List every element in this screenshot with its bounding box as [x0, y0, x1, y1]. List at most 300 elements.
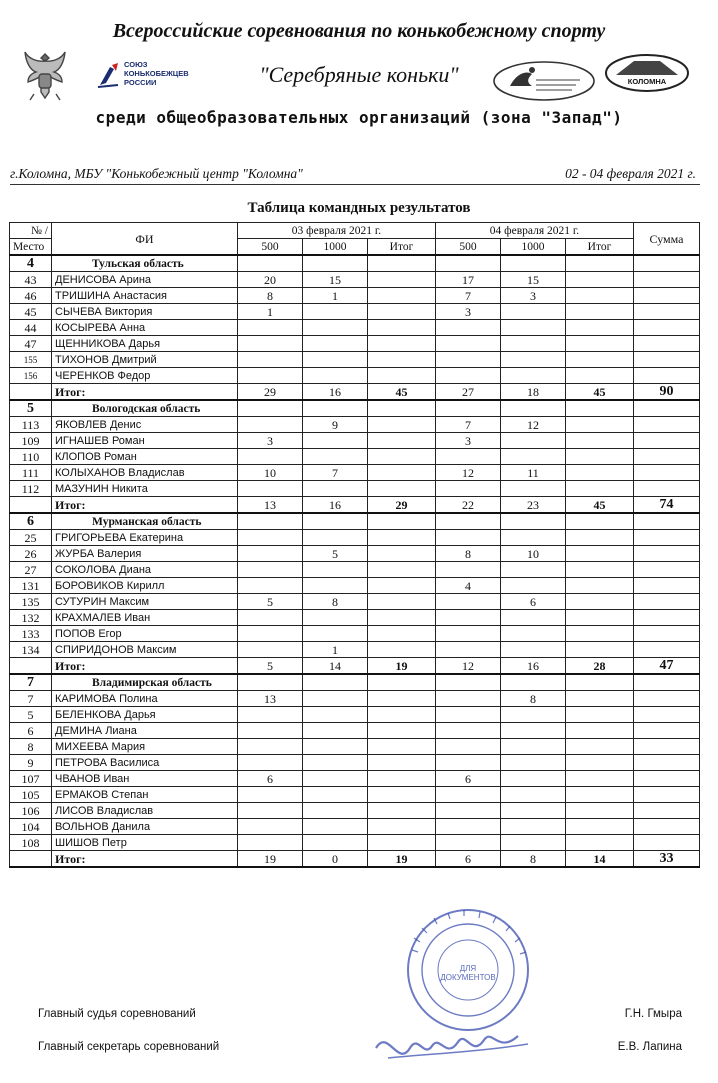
sum-cell	[634, 642, 700, 658]
d1-1000-points	[303, 352, 368, 368]
d1-1000-points: 9	[303, 417, 368, 433]
table-header-row-1	[10, 223, 700, 239]
athlete-name: КРАХМАЛЕВ Иван	[52, 610, 238, 626]
athlete-name: ЛИСОВ Владислав	[52, 803, 238, 819]
total-d2-itog: 14	[566, 851, 634, 868]
total-d2-1000: 16	[501, 658, 566, 675]
d1-total-points	[368, 739, 436, 755]
athlete-name: ДЕНИСОВА Арина	[52, 272, 238, 288]
d2-500-points: 3	[436, 304, 501, 320]
athlete-row	[10, 739, 700, 755]
empty-cell	[303, 513, 368, 530]
athlete-row	[10, 304, 700, 320]
d2-500-points	[436, 642, 501, 658]
region-place: 5	[10, 400, 52, 417]
d1-1000-points	[303, 578, 368, 594]
d2-1000-points: 10	[501, 546, 566, 562]
header-num: № /	[10, 223, 52, 239]
d1-500-points	[238, 723, 303, 739]
total-d1-1000: 16	[303, 384, 368, 401]
athlete-number: 8	[10, 739, 52, 755]
d2-1000-points	[501, 481, 566, 497]
total-d2-itog: 45	[566, 384, 634, 401]
athlete-row	[10, 691, 700, 707]
event-dates: 02 - 04 февраля 2021 г.	[565, 166, 696, 181]
sum-cell	[634, 288, 700, 304]
header-sum: Сумма	[634, 223, 700, 256]
d1-1000-points	[303, 610, 368, 626]
empty-cell	[10, 851, 52, 868]
athlete-number: 110	[10, 449, 52, 465]
d2-500-points	[436, 530, 501, 546]
total-sum: 47	[634, 658, 700, 675]
header-d2-1000: 1000	[501, 239, 566, 256]
sum-cell	[634, 803, 700, 819]
header-d1-itog: Итог	[368, 239, 436, 256]
d1-total-points	[368, 835, 436, 851]
sum-cell	[634, 272, 700, 288]
d1-1000-points	[303, 336, 368, 352]
header-day2: 04 февраля 2021 г.	[436, 223, 634, 239]
athlete-number: 27	[10, 562, 52, 578]
d2-total-points	[566, 787, 634, 803]
chief-secretary-name: Е.В. Лапина	[617, 1041, 682, 1053]
athlete-number: 46	[10, 288, 52, 304]
header-d2-500: 500	[436, 239, 501, 256]
d2-500-points	[436, 707, 501, 723]
empty-cell	[436, 400, 501, 417]
d2-total-points	[566, 546, 634, 562]
total-d1-itog: 19	[368, 658, 436, 675]
region-name: Вологодская область	[52, 400, 238, 417]
total-d1-itog: 45	[368, 384, 436, 401]
d1-1000-points: 5	[303, 546, 368, 562]
total-d1-500: 5	[238, 658, 303, 675]
d2-500-points	[436, 723, 501, 739]
total-label: Итог:	[52, 384, 238, 401]
d1-500-points	[238, 368, 303, 384]
sport-center-logo	[492, 60, 596, 102]
d1-total-points	[368, 755, 436, 771]
athlete-name: СУТУРИН Максим	[52, 594, 238, 610]
d2-500-points	[436, 819, 501, 835]
total-d1-itog: 29	[368, 497, 436, 514]
region-name: Мурманская область	[52, 513, 238, 530]
d2-total-points	[566, 707, 634, 723]
sum-cell	[634, 320, 700, 336]
kolomna-center-logo	[604, 53, 690, 93]
stamp-inner-text: ДЛЯ ДОКУМЕНТОВ	[440, 964, 496, 982]
d1-1000-points	[303, 626, 368, 642]
athlete-name: ЧЕРЕНКОВ Федор	[52, 368, 238, 384]
athlete-name: ПЕТРОВА Василиса	[52, 755, 238, 771]
athlete-row	[10, 288, 700, 304]
athlete-number: 47	[10, 336, 52, 352]
d1-1000-points	[303, 835, 368, 851]
header-name: ФИ	[52, 223, 238, 256]
d1-1000-points: 15	[303, 272, 368, 288]
empty-cell	[238, 400, 303, 417]
d2-1000-points	[501, 723, 566, 739]
d1-total-points	[368, 642, 436, 658]
athlete-number: 113	[10, 417, 52, 433]
athlete-row	[10, 819, 700, 835]
athlete-row	[10, 626, 700, 642]
d2-1000-points	[501, 304, 566, 320]
sum-cell	[634, 417, 700, 433]
athlete-name: СОКОЛОВА Диана	[52, 562, 238, 578]
athlete-name: СПИРИДОНОВ Максим	[52, 642, 238, 658]
d1-500-points	[238, 739, 303, 755]
sum-cell	[634, 304, 700, 320]
athlete-name: БОРОВИКОВ Кирилл	[52, 578, 238, 594]
athlete-name: ЩЕННИКОВА Дарья	[52, 336, 238, 352]
athlete-row	[10, 449, 700, 465]
athlete-name: ИГНАШЕВ Роман	[52, 433, 238, 449]
d2-total-points	[566, 336, 634, 352]
d2-500-points: 3	[436, 433, 501, 449]
sum-cell	[634, 610, 700, 626]
empty-cell	[566, 255, 634, 272]
athlete-name: КЛОПОВ Роман	[52, 449, 238, 465]
d2-total-points	[566, 723, 634, 739]
d2-500-points	[436, 739, 501, 755]
empty-cell	[566, 400, 634, 417]
d2-500-points	[436, 320, 501, 336]
d2-1000-points	[501, 787, 566, 803]
athlete-name: ВОЛЬНОВ Данила	[52, 819, 238, 835]
d1-total-points	[368, 336, 436, 352]
empty-cell	[501, 400, 566, 417]
official-stamp	[368, 908, 558, 1078]
d1-1000-points	[303, 819, 368, 835]
d2-total-points	[566, 288, 634, 304]
d2-500-points	[436, 803, 501, 819]
athlete-name: ТИХОНОВ Дмитрий	[52, 352, 238, 368]
d1-total-points	[368, 610, 436, 626]
sum-cell	[634, 771, 700, 787]
sum-cell	[634, 739, 700, 755]
d2-total-points	[566, 771, 634, 787]
d2-1000-points	[501, 835, 566, 851]
athlete-number: 45	[10, 304, 52, 320]
title-line-3: среди общеобразовательных организаций (зона "Запад")	[95, 108, 623, 127]
d1-500-points	[238, 787, 303, 803]
team-results-table	[9, 222, 700, 868]
athlete-row	[10, 562, 700, 578]
athlete-number: 108	[10, 835, 52, 851]
d2-1000-points: 15	[501, 272, 566, 288]
d1-total-points	[368, 288, 436, 304]
d1-500-points	[238, 320, 303, 336]
d1-total-points	[368, 562, 436, 578]
athlete-row	[10, 320, 700, 336]
d2-500-points	[436, 368, 501, 384]
athlete-number: 104	[10, 819, 52, 835]
d2-500-points	[436, 481, 501, 497]
athlete-row	[10, 835, 700, 851]
d1-1000-points	[303, 562, 368, 578]
athlete-number: 105	[10, 787, 52, 803]
athlete-number: 155	[10, 352, 52, 368]
sum-cell	[634, 626, 700, 642]
sum-cell	[634, 481, 700, 497]
d1-1000-points	[303, 481, 368, 497]
d1-total-points	[368, 803, 436, 819]
d2-total-points	[566, 642, 634, 658]
athlete-name: ГРИГОРЬЕВА Екатерина	[52, 530, 238, 546]
empty-cell	[238, 513, 303, 530]
d1-total-points	[368, 578, 436, 594]
d2-500-points	[436, 610, 501, 626]
d2-500-points: 4	[436, 578, 501, 594]
total-d2-1000: 18	[501, 384, 566, 401]
union-logo-line-1: СОЮЗ	[124, 60, 148, 69]
athlete-name: ЧВАНОВ Иван	[52, 771, 238, 787]
sum-cell	[634, 352, 700, 368]
total-label: Итог:	[52, 497, 238, 514]
d1-1000-points	[303, 739, 368, 755]
header-d2-itog: Итог	[566, 239, 634, 256]
sum-cell	[634, 755, 700, 771]
total-d2-500: 12	[436, 658, 501, 675]
sum-cell	[634, 465, 700, 481]
d2-1000-points	[501, 642, 566, 658]
region-total-row	[10, 384, 700, 401]
d2-1000-points	[501, 739, 566, 755]
d2-1000-points	[501, 530, 566, 546]
d2-1000-points	[501, 578, 566, 594]
empty-cell	[566, 674, 634, 691]
sum-cell	[634, 546, 700, 562]
region-row	[10, 255, 700, 272]
d1-500-points: 3	[238, 433, 303, 449]
athlete-number: 156	[10, 368, 52, 384]
athlete-number: 111	[10, 465, 52, 481]
d2-total-points	[566, 272, 634, 288]
d2-500-points: 6	[436, 771, 501, 787]
title-line-2: "Серебряные коньки"	[259, 62, 459, 87]
athlete-number: 134	[10, 642, 52, 658]
region-name: Владимирская область	[52, 674, 238, 691]
d1-500-points	[238, 707, 303, 723]
total-d2-itog: 28	[566, 658, 634, 675]
total-d1-500: 19	[238, 851, 303, 868]
athlete-name: МИХЕЕВА Мария	[52, 739, 238, 755]
empty-cell	[368, 255, 436, 272]
d1-total-points	[368, 465, 436, 481]
d2-500-points	[436, 755, 501, 771]
d1-1000-points	[303, 803, 368, 819]
header-place: Место	[10, 239, 52, 256]
d1-500-points	[238, 578, 303, 594]
chief-judge-label: Главный судья соревнований	[38, 1008, 196, 1020]
d2-500-points: 8	[436, 546, 501, 562]
d2-1000-points	[501, 320, 566, 336]
d1-500-points	[238, 481, 303, 497]
d1-500-points	[238, 610, 303, 626]
d1-500-points: 1	[238, 304, 303, 320]
athlete-name: КОСЫРЕВА Анна	[52, 320, 238, 336]
total-d1-1000: 16	[303, 497, 368, 514]
athlete-name: КАРИМОВА Полина	[52, 691, 238, 707]
d1-total-points	[368, 787, 436, 803]
d1-total-points	[368, 368, 436, 384]
header-divider	[10, 184, 700, 185]
athlete-row	[10, 707, 700, 723]
d2-500-points: 12	[436, 465, 501, 481]
d2-total-points	[566, 610, 634, 626]
d1-1000-points	[303, 771, 368, 787]
athlete-row	[10, 578, 700, 594]
d2-total-points	[566, 465, 634, 481]
athlete-row	[10, 755, 700, 771]
d2-total-points	[566, 417, 634, 433]
title-line-1: Всероссийские соревнования по конькобежному спорту	[112, 20, 606, 42]
athlete-name: ДЕМИНА Лиана	[52, 723, 238, 739]
athlete-number: 109	[10, 433, 52, 449]
d2-total-points	[566, 819, 634, 835]
sum-cell	[634, 336, 700, 352]
athlete-row	[10, 417, 700, 433]
d2-500-points	[436, 449, 501, 465]
sum-cell	[634, 449, 700, 465]
athlete-name: СЫЧЕВА Виктория	[52, 304, 238, 320]
athlete-number: 43	[10, 272, 52, 288]
athlete-row	[10, 546, 700, 562]
empty-cell	[501, 513, 566, 530]
d1-total-points	[368, 304, 436, 320]
athlete-name: МАЗУНИН Никита	[52, 481, 238, 497]
d1-1000-points: 1	[303, 288, 368, 304]
empty-cell	[634, 400, 700, 417]
athlete-row	[10, 272, 700, 288]
total-d1-1000: 0	[303, 851, 368, 868]
athlete-row	[10, 594, 700, 610]
total-d2-500: 22	[436, 497, 501, 514]
d2-total-points	[566, 835, 634, 851]
sum-cell	[634, 819, 700, 835]
d2-500-points	[436, 787, 501, 803]
empty-cell	[368, 400, 436, 417]
empty-cell	[634, 674, 700, 691]
d1-1000-points	[303, 691, 368, 707]
empty-cell	[501, 255, 566, 272]
d1-1000-points: 8	[303, 594, 368, 610]
d1-1000-points	[303, 368, 368, 384]
athlete-number: 26	[10, 546, 52, 562]
sum-cell	[634, 691, 700, 707]
d1-500-points	[238, 803, 303, 819]
athlete-row	[10, 465, 700, 481]
d1-500-points	[238, 336, 303, 352]
d2-total-points	[566, 626, 634, 642]
d2-1000-points: 6	[501, 594, 566, 610]
empty-cell	[303, 400, 368, 417]
d2-1000-points: 11	[501, 465, 566, 481]
athlete-row	[10, 336, 700, 352]
region-place: 4	[10, 255, 52, 272]
d1-total-points	[368, 481, 436, 497]
union-logo-line-3: РОССИИ	[124, 78, 157, 87]
athlete-row	[10, 352, 700, 368]
total-sum: 33	[634, 851, 700, 868]
table-title: Таблица командных результатов	[247, 200, 471, 216]
d1-total-points	[368, 530, 436, 546]
sum-cell	[634, 562, 700, 578]
total-sum: 74	[634, 497, 700, 514]
kolomna-logo-text: КОЛОМНА	[627, 77, 667, 86]
d1-1000-points	[303, 787, 368, 803]
d2-1000-points	[501, 352, 566, 368]
sum-cell	[634, 578, 700, 594]
empty-cell	[566, 513, 634, 530]
d2-total-points	[566, 320, 634, 336]
athlete-row	[10, 481, 700, 497]
chief-secretary-label: Главный секретарь соревнований	[38, 1041, 220, 1053]
empty-cell	[368, 674, 436, 691]
d2-total-points	[566, 803, 634, 819]
d1-500-points: 8	[238, 288, 303, 304]
empty-cell	[303, 674, 368, 691]
region-name: Тульская область	[52, 255, 238, 272]
athlete-number: 112	[10, 481, 52, 497]
d2-1000-points	[501, 707, 566, 723]
d2-1000-points	[501, 433, 566, 449]
d2-500-points	[436, 626, 501, 642]
empty-cell	[238, 674, 303, 691]
athlete-row	[10, 610, 700, 626]
d2-1000-points	[501, 819, 566, 835]
athlete-row	[10, 723, 700, 739]
empty-cell	[10, 497, 52, 514]
athlete-number: 132	[10, 610, 52, 626]
d2-total-points	[566, 433, 634, 449]
d1-1000-points: 7	[303, 465, 368, 481]
athlete-number: 133	[10, 626, 52, 642]
coat-of-arms-logo	[22, 48, 68, 106]
d1-500-points	[238, 835, 303, 851]
header-d1-500: 500	[238, 239, 303, 256]
athlete-row	[10, 368, 700, 384]
d1-total-points	[368, 449, 436, 465]
empty-cell	[10, 384, 52, 401]
d2-total-points	[566, 530, 634, 546]
d2-total-points	[566, 755, 634, 771]
d2-total-points	[566, 449, 634, 465]
d1-1000-points	[303, 707, 368, 723]
d1-total-points	[368, 819, 436, 835]
d2-total-points	[566, 594, 634, 610]
d1-total-points	[368, 352, 436, 368]
header-day1: 03 февраля 2021 г.	[238, 223, 436, 239]
total-d2-1000: 8	[501, 851, 566, 868]
d2-500-points	[436, 594, 501, 610]
d2-1000-points	[501, 449, 566, 465]
total-sum: 90	[634, 384, 700, 401]
total-d2-itog: 45	[566, 497, 634, 514]
d1-500-points	[238, 449, 303, 465]
athlete-number: 25	[10, 530, 52, 546]
empty-cell	[303, 255, 368, 272]
athlete-name: БЕЛЕНКОВА Дарья	[52, 707, 238, 723]
d2-1000-points	[501, 771, 566, 787]
d1-1000-points: 1	[303, 642, 368, 658]
total-d1-500: 13	[238, 497, 303, 514]
athlete-number: 7	[10, 691, 52, 707]
athlete-name: ПОПОВ Егор	[52, 626, 238, 642]
athlete-name: ШИШОВ Петр	[52, 835, 238, 851]
